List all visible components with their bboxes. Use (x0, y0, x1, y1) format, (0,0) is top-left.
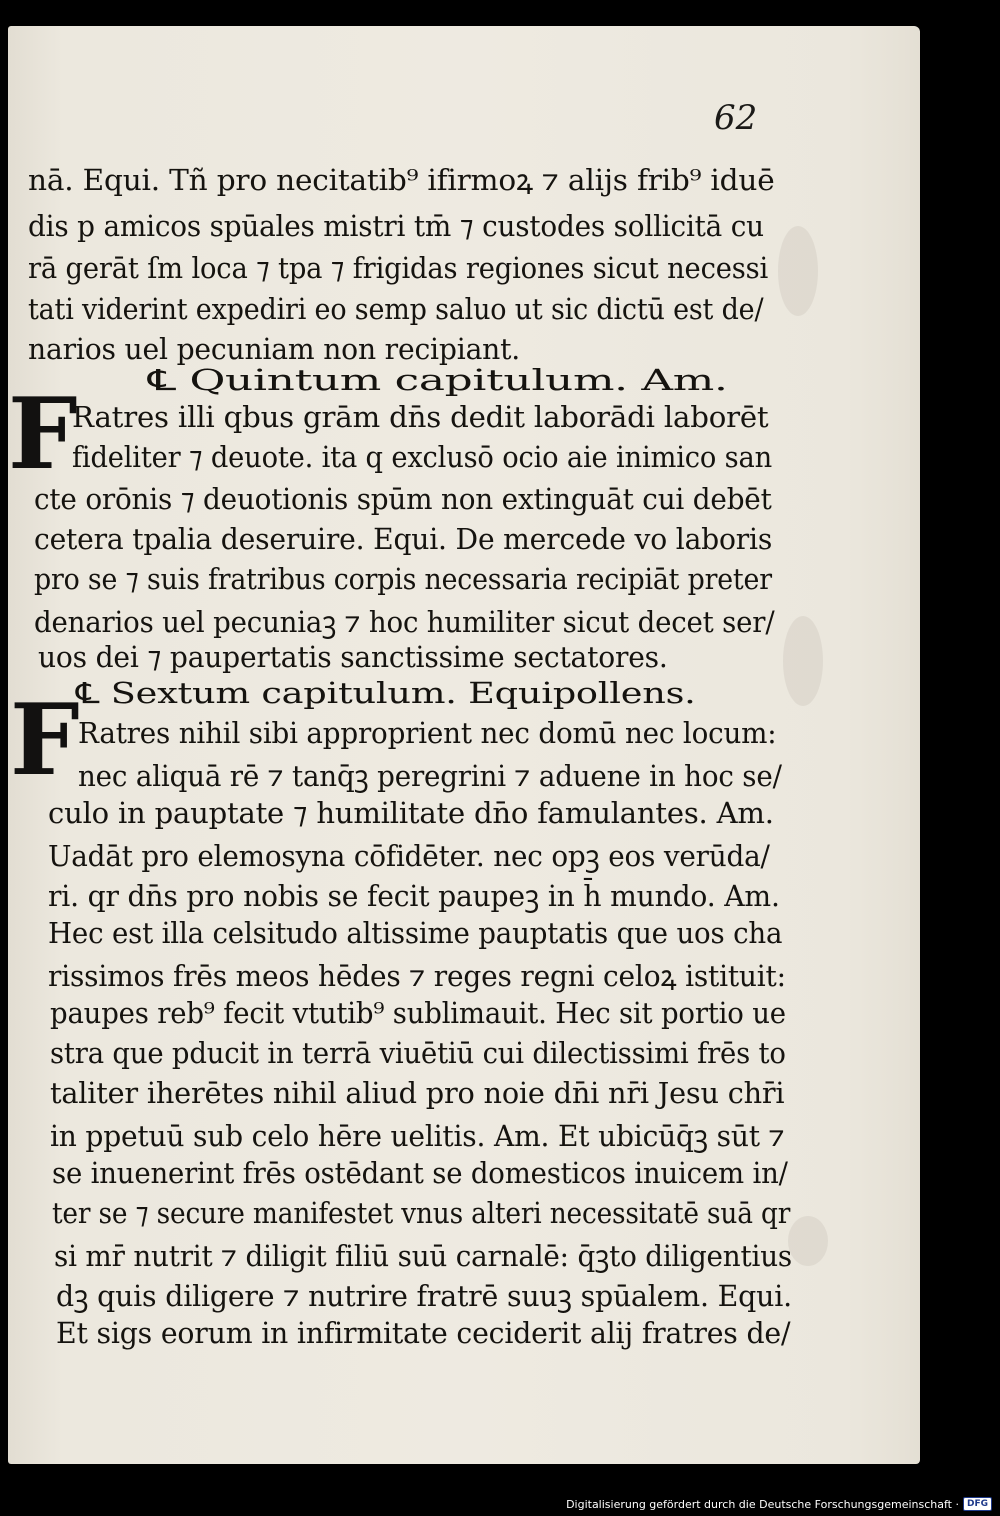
dfg-logo: DFG (963, 1497, 992, 1511)
text-line: Ratres illi qbus grām dn̄s dedit laborādi laborēt (72, 400, 769, 434)
section-heading: ℄ Quintum capitulum. Am. (148, 363, 728, 397)
text-line: rissimos frēs meos hēdes ⁊ reges regni celoꝝ istituit: (48, 959, 786, 993)
text-line: Uadāt pro elemosyna cōfidēter. nec opꝫ eos verūda/ (48, 839, 770, 873)
text-line: nec aliquā rē ⁊ tanq̄ꝫ peregrini ⁊ aduene in hoc se/ (78, 759, 782, 793)
text-line: dis p amicos spūales mistri tm̄ ⁊ custodes sollicitā cu (28, 209, 764, 243)
text-line: uos dei ⁊ paupertatis sanctissime sectatores. (38, 640, 668, 674)
page-number: 62 (714, 98, 758, 138)
text-line: ri. qr dn̄s pro nobis se fecit paupeꝫ in h̄ mundo. Am. (48, 879, 780, 913)
text-line: tati viderint expediri eo semp saluo ut sic dictū est de/ (28, 292, 764, 326)
text-line: dꝫ quis diligere ⁊ nutrire fratrē suuꝫ spūalem. Equi. (56, 1279, 792, 1313)
drop-cap-initial: F (8, 377, 78, 492)
text-line: Ratres nihil sibi approprient nec domū nec locum: (78, 716, 777, 750)
text-line: ter se ⁊ secure manifestet vnus alteri necessitatē suā qr (52, 1196, 791, 1230)
text-line: cte orōnis ⁊ deuotionis spūm non extinguāt cui debēt (34, 482, 772, 516)
book-page (8, 26, 920, 1464)
section-heading: ℄ Sextum capitulum. Equipollens. (76, 676, 696, 710)
ink-bleed-mark (778, 226, 818, 316)
ink-bleed-mark (788, 1216, 828, 1266)
text-line: culo in pauptate ⁊ humilitate dn̄o famulantes. Am. (48, 796, 774, 830)
text-line: rā gerāt ſm loca ⁊ tpa ⁊ frigidas regiones sicut necessi (28, 251, 769, 285)
text-line: nā. Equi. Tñ pro necitatib⁹ ifirmoꝝ ⁊ alijs frib⁹ iduē (28, 163, 775, 197)
text-line: taliter iherētes nihil aliud pro noie dn̄i nr̄i Jesu chr̄i (50, 1076, 785, 1110)
funding-credit-text: Digitalisierung gefördert durch die Deutsche Forschungsgemeinschaft · (566, 1497, 959, 1511)
text-line: Et sigs eorum in infirmitate ceciderit alij fratres de/ (56, 1316, 791, 1350)
text-line: cetera tpalia deseruire. Equi. De mercede vo laboris (34, 522, 773, 556)
text-line: fideliter ⁊ deuote. ita q exclusō ocio aie inimico san (72, 440, 772, 474)
drop-cap-initial: F (10, 683, 80, 798)
text-line: si mr̄ nutrit ⁊ diligit filiū suū carnalē: q̄ꝫto diligentius (54, 1239, 792, 1273)
ink-bleed-mark (783, 616, 823, 706)
text-line: stra que pducit in terrā viuētiū cui dilectissimi frēs to (50, 1036, 786, 1070)
funding-credit (566, 1495, 992, 1513)
text-line: denarios uel pecuniaꝫ ⁊ hoc humiliter sicut decet ser/ (34, 605, 775, 639)
text-line: se inuenerint frēs ostēdant se domesticos inuicem in/ (52, 1156, 788, 1190)
text-line: narios uel pecuniam non recipiant. (28, 332, 521, 366)
text-line: Hec est illa celsitudo altissime pauptatis que uos cha (48, 916, 783, 950)
text-line: paupes reb⁹ fecit vtutib⁹ sublimauit. Hec sit portio ue (50, 996, 786, 1030)
text-line: pro se ⁊ suis fratribus corpis necessaria recipiāt preter (34, 562, 772, 596)
text-line: in ppetuū sub celo hēre uelitis. Am. Et ubicūq̄ꝫ sūt ⁊ (50, 1119, 785, 1153)
